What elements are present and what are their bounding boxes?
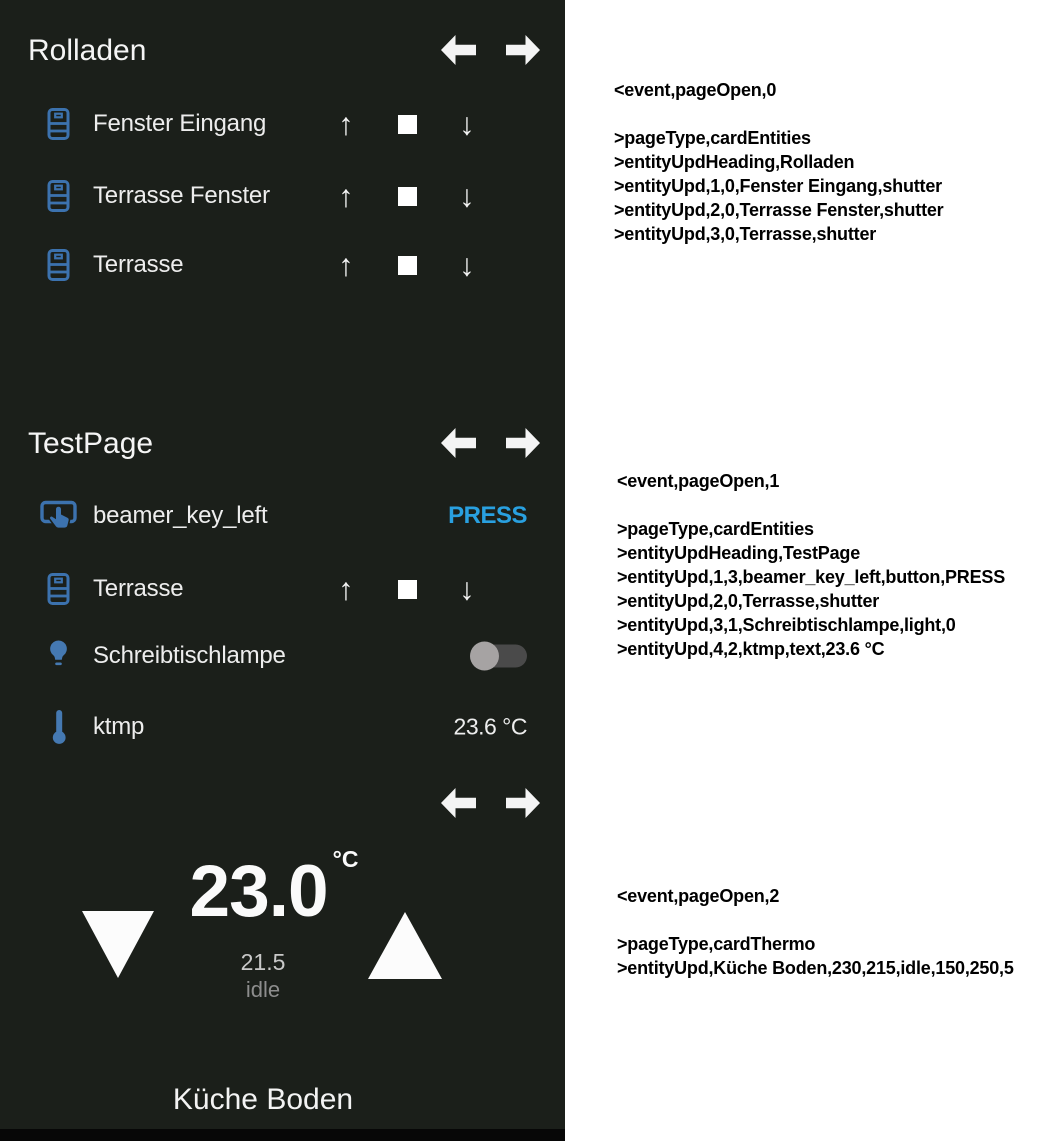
- shutter-stop-button[interactable]: [387, 176, 427, 216]
- command-line: >entityUpd,4,2,ktmp,text,23.6 °C: [617, 639, 885, 659]
- lightbulb-icon: [40, 639, 77, 673]
- panel-bottom-edge: [0, 1129, 565, 1141]
- event-line: <event,pageOpen,1: [617, 471, 780, 491]
- page-nav-testpage: [441, 428, 541, 458]
- shutter-down-button[interactable]: ↓: [459, 247, 475, 283]
- entity-name: Schreibtischlampe: [93, 642, 286, 669]
- shutter-down-button[interactable]: ↓: [459, 571, 475, 607]
- window-shutter-icon: [40, 180, 77, 213]
- shutter-down-button[interactable]: ↓: [459, 106, 475, 142]
- event-line: <event,pageOpen,0: [614, 80, 777, 100]
- entity-row: [0, 707, 565, 747]
- blank-line: [617, 493, 1005, 517]
- press-button[interactable]: PRESS: [448, 502, 527, 529]
- command-line: >entityUpd,2,0,Terrasse Fenster,shutter: [614, 200, 944, 220]
- blank-line: [617, 908, 1014, 932]
- entity-name: Terrasse: [93, 575, 184, 602]
- command-line: >entityUpdHeading,TestPage: [617, 543, 861, 563]
- event-line: <event,pageOpen,2: [617, 886, 780, 906]
- target-temp-value: 23.0: [189, 851, 328, 932]
- window-shutter-icon: [40, 108, 77, 141]
- page-nav-rolladen: [441, 35, 541, 65]
- stop-square-icon: [398, 580, 417, 599]
- shutter-stop-button[interactable]: [387, 245, 427, 285]
- command-line: >entityUpd,Küche Boden,230,215,idle,150,250,5: [617, 958, 1014, 978]
- toggle-knob: [470, 642, 499, 671]
- shutter-stop-button[interactable]: [387, 569, 427, 609]
- entity-name: ktmp: [93, 713, 145, 740]
- shutter-up-button[interactable]: ↑: [338, 571, 354, 607]
- entity-name: Terrasse: [93, 251, 184, 278]
- entity-name: beamer_key_left: [93, 502, 268, 529]
- thermo-current-temp: 21.5: [240, 949, 286, 975]
- thermometer-icon: [40, 709, 77, 745]
- stop-square-icon: [398, 187, 417, 206]
- shutter-up-button[interactable]: ↑: [338, 247, 354, 283]
- command-line: >pageType,cardThermo: [617, 934, 816, 954]
- window-shutter-icon: [40, 573, 77, 606]
- entity-value: 23.6 °C: [453, 713, 527, 740]
- window-shutter-icon: [40, 249, 77, 282]
- shutter-down-button[interactable]: ↓: [459, 178, 475, 214]
- shutter-up-button[interactable]: ↑: [338, 178, 354, 214]
- nav-prev-button[interactable]: [441, 788, 476, 818]
- stop-square-icon: [398, 115, 417, 134]
- nav-next-button[interactable]: [506, 35, 541, 65]
- entity-row: [0, 636, 565, 676]
- entity-row: [0, 245, 565, 285]
- nav-prev-button[interactable]: [441, 428, 476, 458]
- light-toggle[interactable]: [470, 642, 527, 671]
- nav-next-button[interactable]: [506, 428, 541, 458]
- command-line: >pageType,cardEntities: [617, 519, 814, 539]
- stop-square-icon: [398, 256, 417, 275]
- command-line: >entityUpd,1,3,beamer_key_left,button,PRESS: [617, 567, 1006, 587]
- nav-next-button[interactable]: [506, 788, 541, 818]
- command-line: >pageType,cardEntities: [614, 128, 811, 148]
- temp-unit: °C: [332, 846, 359, 872]
- page-nav-thermo: [441, 788, 541, 818]
- nav-prev-button[interactable]: [441, 35, 476, 65]
- shutter-up-button[interactable]: ↑: [338, 106, 354, 142]
- log-block-page2: [617, 884, 1014, 980]
- command-line: >entityUpd,1,0,Fenster Eingang,shutter: [614, 176, 942, 196]
- page-heading-rolladen: Rolladen: [28, 34, 147, 67]
- entity-name: Terrasse Fenster: [93, 182, 270, 209]
- log-block-page1: [617, 469, 1005, 661]
- command-line: >entityUpdHeading,Rolladen: [614, 152, 855, 172]
- blank-line: [614, 102, 944, 126]
- shutter-stop-button[interactable]: [387, 104, 427, 144]
- command-line: >entityUpd,3,1,Schreibtischlampe,light,0: [617, 615, 956, 635]
- thermo-state: idle: [245, 977, 281, 1002]
- log-block-page0: [614, 78, 944, 246]
- entity-row: [0, 569, 565, 609]
- entity-row: [0, 104, 565, 144]
- page-heading-testpage: TestPage: [28, 427, 154, 460]
- entity-row: [0, 496, 565, 536]
- command-line: >entityUpd,3,0,Terrasse,shutter: [614, 224, 877, 244]
- gesture-tap-icon: [40, 499, 77, 533]
- command-line: >entityUpd,2,0,Terrasse,shutter: [617, 591, 880, 611]
- thermo-title: Küche Boden: [172, 1083, 354, 1116]
- entity-row: [0, 176, 565, 216]
- entity-name: Fenster Eingang: [93, 110, 267, 137]
